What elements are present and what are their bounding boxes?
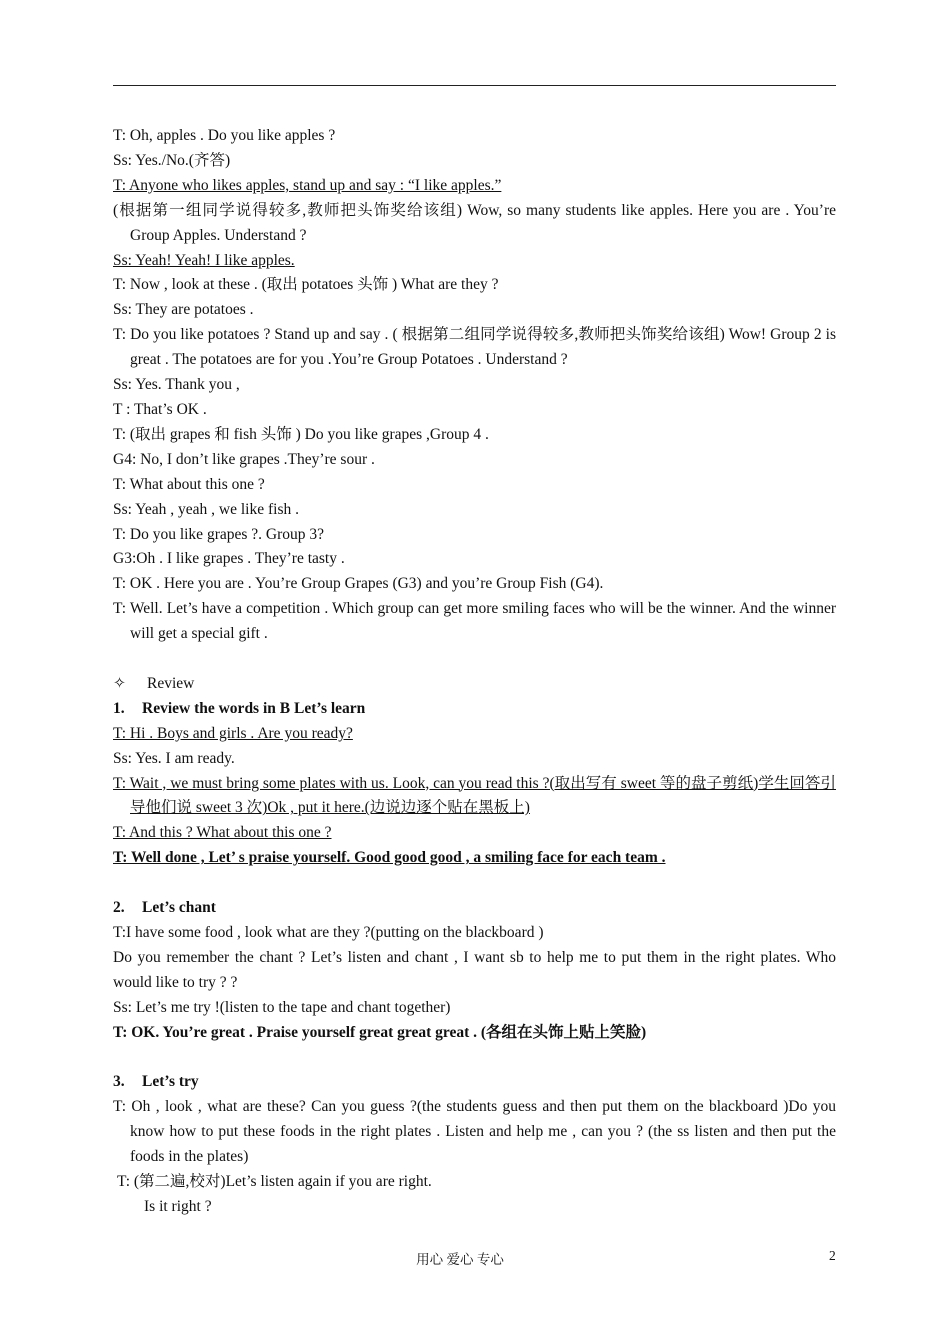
document-body: [113, 124, 836, 1220]
dialogue-line: T: Wait , we must bring some plates with us. Look, can you read this ?(取出写有 sweet 等的盘子剪纸)学生回答引导他们说 sweet 3 次)Ok , put it here.(边说边逐个贴在黑板上): [113, 774, 836, 817]
dialogue-line: T : That’s OK .: [113, 400, 207, 418]
dialogue-line: T: (取出 grapes 和 fish 头饰 ) Do you like grapes ,Group 4 .: [113, 425, 489, 443]
dialogue-line: Do you remember the chant ? Let’s listen and chant , I want sb to help me to put them in the right plates. Who would like to try ? ?: [113, 948, 836, 991]
dialogue-line: T: Anyone who likes apples, stand up and say : “I like apples.”: [113, 176, 502, 194]
dialogue-line: T: Now , look at these . (取出 potatoes 头饰 ) What are they ?: [113, 276, 499, 294]
dialogue-line: T: Oh , look , what are these? Can you guess ?(the students guess and then put them on the blackboard )Do you know how to put these foods in the right plates . Listen and help me , can you ? (the ss listen and then put the foods in the plates): [113, 1098, 836, 1166]
dialogue-line: T: What about this one ?: [113, 475, 265, 493]
footer-motto: 用心 爱心 专心: [416, 1252, 504, 1267]
section-heading: [113, 1070, 836, 1095]
dialogue-line: Ss: Yes. I am ready.: [113, 749, 235, 767]
section-heading: [113, 697, 836, 722]
dialogue-line: Ss: Yeah! Yeah! I like apples.: [113, 251, 295, 269]
section-number: 3.: [113, 1073, 125, 1091]
dialogue-line: T: (第二遍,校对)Let’s listen again if you are right.: [117, 1173, 432, 1191]
section-heading: [113, 896, 836, 921]
spacer: [113, 871, 836, 896]
dialogue-line: Ss: Yeah , yeah , we like fish .: [113, 500, 299, 518]
dialogue-line: (根据第一组同学说得较多,教师把头饰奖给该组) Wow, so many students like apples. Here you are . You’re Group Apples. Understand ?: [113, 201, 836, 244]
section-title: Let’s chant: [142, 899, 216, 917]
dialogue-line: Ss: Yes./No.(齐答): [113, 151, 231, 169]
dialogue-line: T: Hi . Boys and girls . Are you ready?: [113, 724, 353, 742]
dialogue-line: Ss: Yes. Thank you ,: [113, 376, 240, 394]
dialogue-line: T: Do you like grapes ?. Group 3?: [113, 525, 325, 543]
dialogue-line: Is it right ?: [144, 1197, 212, 1215]
dialogue-line: T: Oh, apples . Do you like apples ?: [113, 127, 336, 144]
dialogue-line: G3:Oh . I like grapes . They’re tasty .: [113, 550, 345, 568]
dialogue-line: G4: No, I don’t like grapes .They’re sour .: [113, 450, 375, 468]
dialogue-line: T: And this ? What about this one ?: [113, 824, 332, 842]
sparkle-icon: ✧: [113, 674, 126, 692]
page-number: 2: [829, 1248, 836, 1263]
dialogue-line: T: Do you like potatoes ? Stand up and say . ( 根据第二组同学说得较多,教师把头饰奖给该组) Wow! Group 2 is great . The potatoes are for you .You’re Group Potatoes . Understand ?: [113, 326, 836, 369]
dialogue-line: Ss: Let’s me try !(listen to the tape and chant together): [113, 998, 451, 1016]
dialogue-line: T: OK. You’re great . Praise yourself great great great . (各组在头饰上贴上笑脸): [113, 1023, 647, 1041]
dialogue-line: Ss: They are potatoes .: [113, 301, 254, 319]
header-rule: [113, 85, 836, 86]
section-title: Let’s try: [142, 1073, 199, 1091]
dialogue-line: T: OK . Here you are . You’re Group Grapes (G3) and you’re Group Fish (G4).: [113, 575, 604, 593]
spacer: [113, 1046, 836, 1071]
dialogue-line: T: Well done , Let’ s praise yourself. Good good good , a smiling face for each team .: [113, 849, 666, 867]
review-heading: [113, 672, 836, 697]
section-title: Review the words in B Let’s learn: [142, 699, 366, 717]
review-title: Review: [147, 674, 195, 692]
dialogue-line: T:I have some food , look what are they ?(putting on the blackboard ): [113, 923, 544, 941]
dialogue-line: T: Well. Let’s have a competition . Which group can get more smiling faces who will be the winner. And the winner will get a special gift .: [113, 600, 836, 643]
section-number: 2.: [113, 899, 125, 917]
spacer: [113, 647, 836, 672]
section-number: 1.: [113, 699, 125, 717]
